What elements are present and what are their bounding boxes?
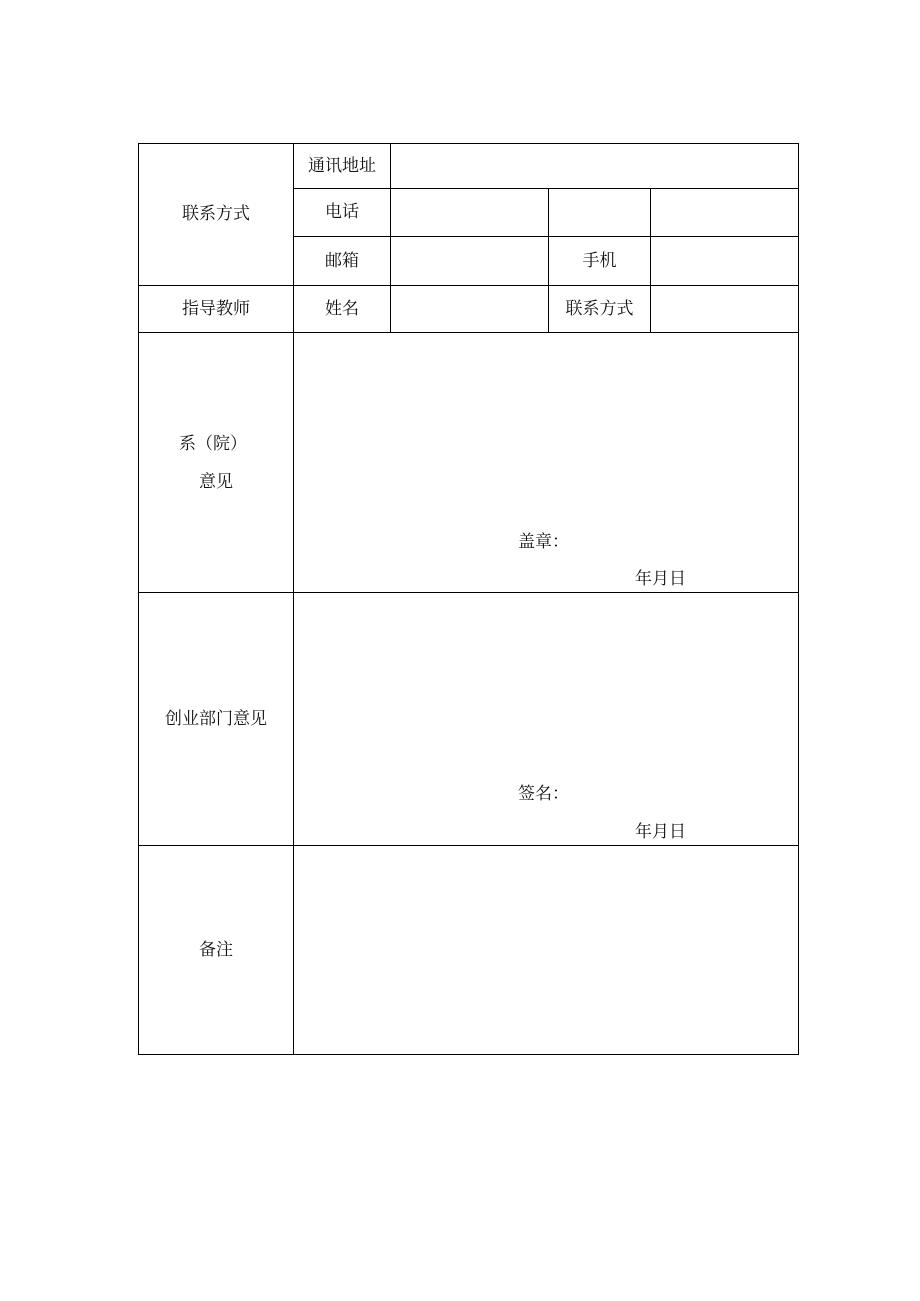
phone-extra-field-2[interactable]	[650, 188, 799, 237]
address-label-cell	[293, 143, 391, 189]
department-label-line2: 意见	[199, 472, 233, 492]
advisor-contact-label: 联系方式	[565, 298, 634, 319]
advisor-contact-field[interactable]	[650, 285, 799, 333]
department-opinion-label	[138, 332, 294, 593]
phone-extra-field-1[interactable]	[548, 188, 651, 237]
advisor-name-field[interactable]	[390, 285, 549, 333]
entrepreneurship-date-label: 年月日	[635, 822, 686, 842]
advisor-name-label: 姓名	[325, 298, 359, 319]
remarks-field[interactable]	[293, 845, 799, 1055]
department-date-label: 年月日	[635, 569, 686, 589]
mobile-value-field[interactable]	[650, 236, 799, 286]
mobile-label: 手机	[582, 250, 617, 271]
contact-section-label	[138, 143, 294, 286]
entrepreneurship-signature-label: 签名：	[518, 784, 569, 804]
phone-label: 电话	[325, 202, 359, 222]
email-label: 邮箱	[325, 250, 359, 271]
address-value-field[interactable]	[390, 143, 799, 189]
mobile-label-cell	[548, 236, 651, 286]
entrepreneurship-opinion-label	[138, 592, 294, 846]
advisor-section-label	[138, 285, 294, 333]
phone-label-cell	[293, 188, 391, 237]
email-label-cell	[293, 236, 391, 286]
email-value-field[interactable]	[390, 236, 549, 286]
advisor-name-label-cell	[293, 285, 391, 333]
department-opinion-field[interactable]	[293, 332, 799, 593]
entrepreneurship-opinion-field[interactable]	[293, 592, 799, 846]
entrepreneurship-label-text: 创业部门意见	[165, 708, 267, 729]
contact-section-label-text: 联系方式	[182, 204, 250, 224]
department-label-line1: 系（院）	[179, 434, 247, 454]
advisor-section-label-text: 指导教师	[182, 298, 250, 319]
department-stamp-label: 盖章：	[518, 532, 569, 552]
advisor-contact-label-cell	[548, 285, 651, 333]
remarks-label	[138, 845, 294, 1055]
remarks-label-text: 备注	[199, 939, 233, 960]
address-label: 通讯地址	[308, 155, 376, 176]
phone-value-field[interactable]	[390, 188, 549, 237]
application-form-table	[138, 143, 799, 1055]
